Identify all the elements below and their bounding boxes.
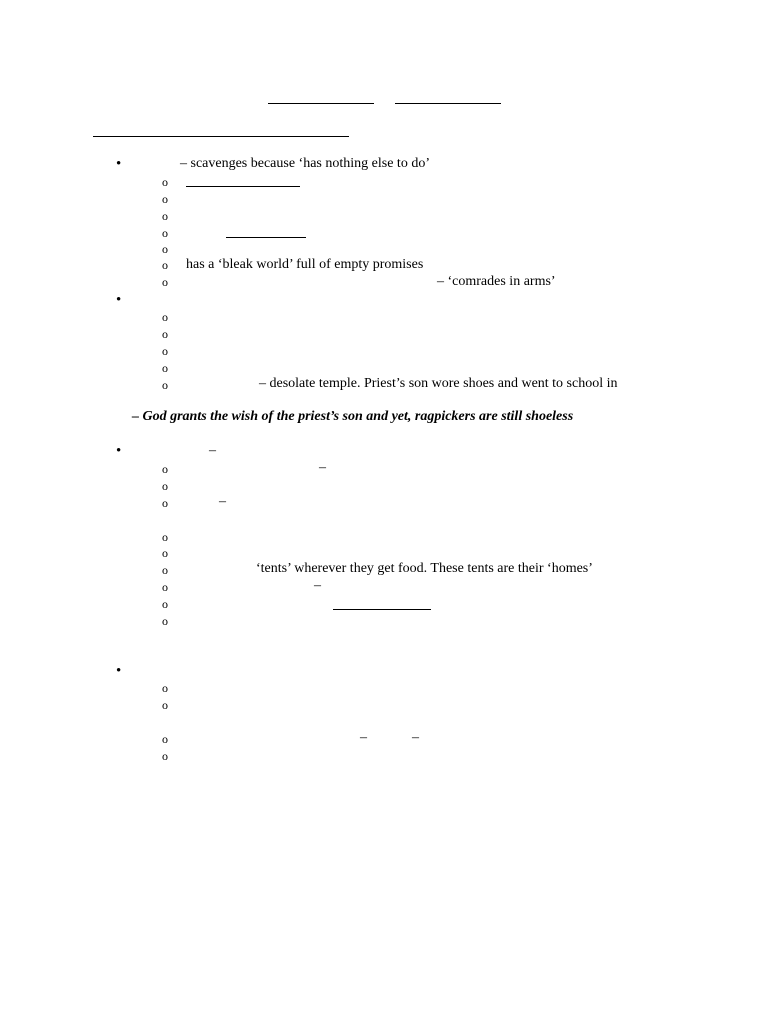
circle-glyph: o — [162, 327, 168, 341]
circle-glyph: o — [162, 546, 168, 560]
blank-line — [186, 186, 300, 187]
bullet-glyph: • — [116, 663, 122, 679]
circle-glyph: o — [162, 681, 168, 695]
circle-glyph: o — [162, 479, 168, 493]
circle-glyph: o — [162, 698, 168, 712]
circle-glyph: o — [162, 732, 168, 746]
bullet-glyph: • — [116, 443, 122, 459]
circle-glyph: o — [162, 242, 168, 256]
title-blank-2 — [395, 103, 501, 104]
circle-glyph: o — [162, 749, 168, 763]
circle-glyph: o — [162, 462, 168, 476]
circle-glyph: o — [162, 192, 168, 206]
section3-sub-text: – — [319, 460, 326, 475]
circle-glyph: o — [162, 258, 168, 272]
circle-glyph: o — [162, 344, 168, 358]
heading-blank — [93, 136, 349, 137]
circle-glyph: o — [162, 175, 168, 189]
circle-glyph: o — [162, 310, 168, 324]
circle-glyph: o — [162, 209, 168, 223]
title-blank-1 — [268, 103, 374, 104]
bullet-glyph: • — [116, 292, 122, 308]
blank-line — [226, 237, 306, 238]
circle-glyph: o — [162, 597, 168, 611]
emphasis-line: – God grants the wish of the priest’s son and yet, ragpickers are still shoeless — [132, 409, 574, 424]
circle-glyph: o — [162, 580, 168, 594]
circle-glyph: o — [162, 530, 168, 544]
section3-sub-text: – — [314, 578, 321, 593]
section3-sub-text: ‘tents’ wherever they get food. These tents are their ‘homes’ — [256, 561, 593, 576]
section4-sub-text: – — [412, 730, 419, 745]
circle-glyph: o — [162, 361, 168, 375]
circle-glyph: o — [162, 226, 168, 240]
circle-glyph: o — [162, 275, 168, 289]
section1-sub-text: – ‘comrades in arms’ — [437, 274, 556, 289]
section1-main-text: – scavenges because ‘has nothing else to do’ — [180, 156, 430, 171]
section3-sub-text: – — [219, 494, 226, 509]
section2-sub-text: – desolate temple. Priest’s son wore shoes and went to school in — [259, 376, 618, 391]
circle-glyph: o — [162, 378, 168, 392]
section3-main-text: – — [209, 443, 216, 458]
circle-glyph: o — [162, 496, 168, 510]
bullet-glyph: • — [116, 156, 122, 172]
section1-sub-text: has a ‘bleak world’ full of empty promises — [186, 257, 424, 272]
circle-glyph: o — [162, 614, 168, 628]
blank-line — [333, 609, 431, 610]
circle-glyph: o — [162, 563, 168, 577]
section4-sub-text: – — [360, 730, 367, 745]
